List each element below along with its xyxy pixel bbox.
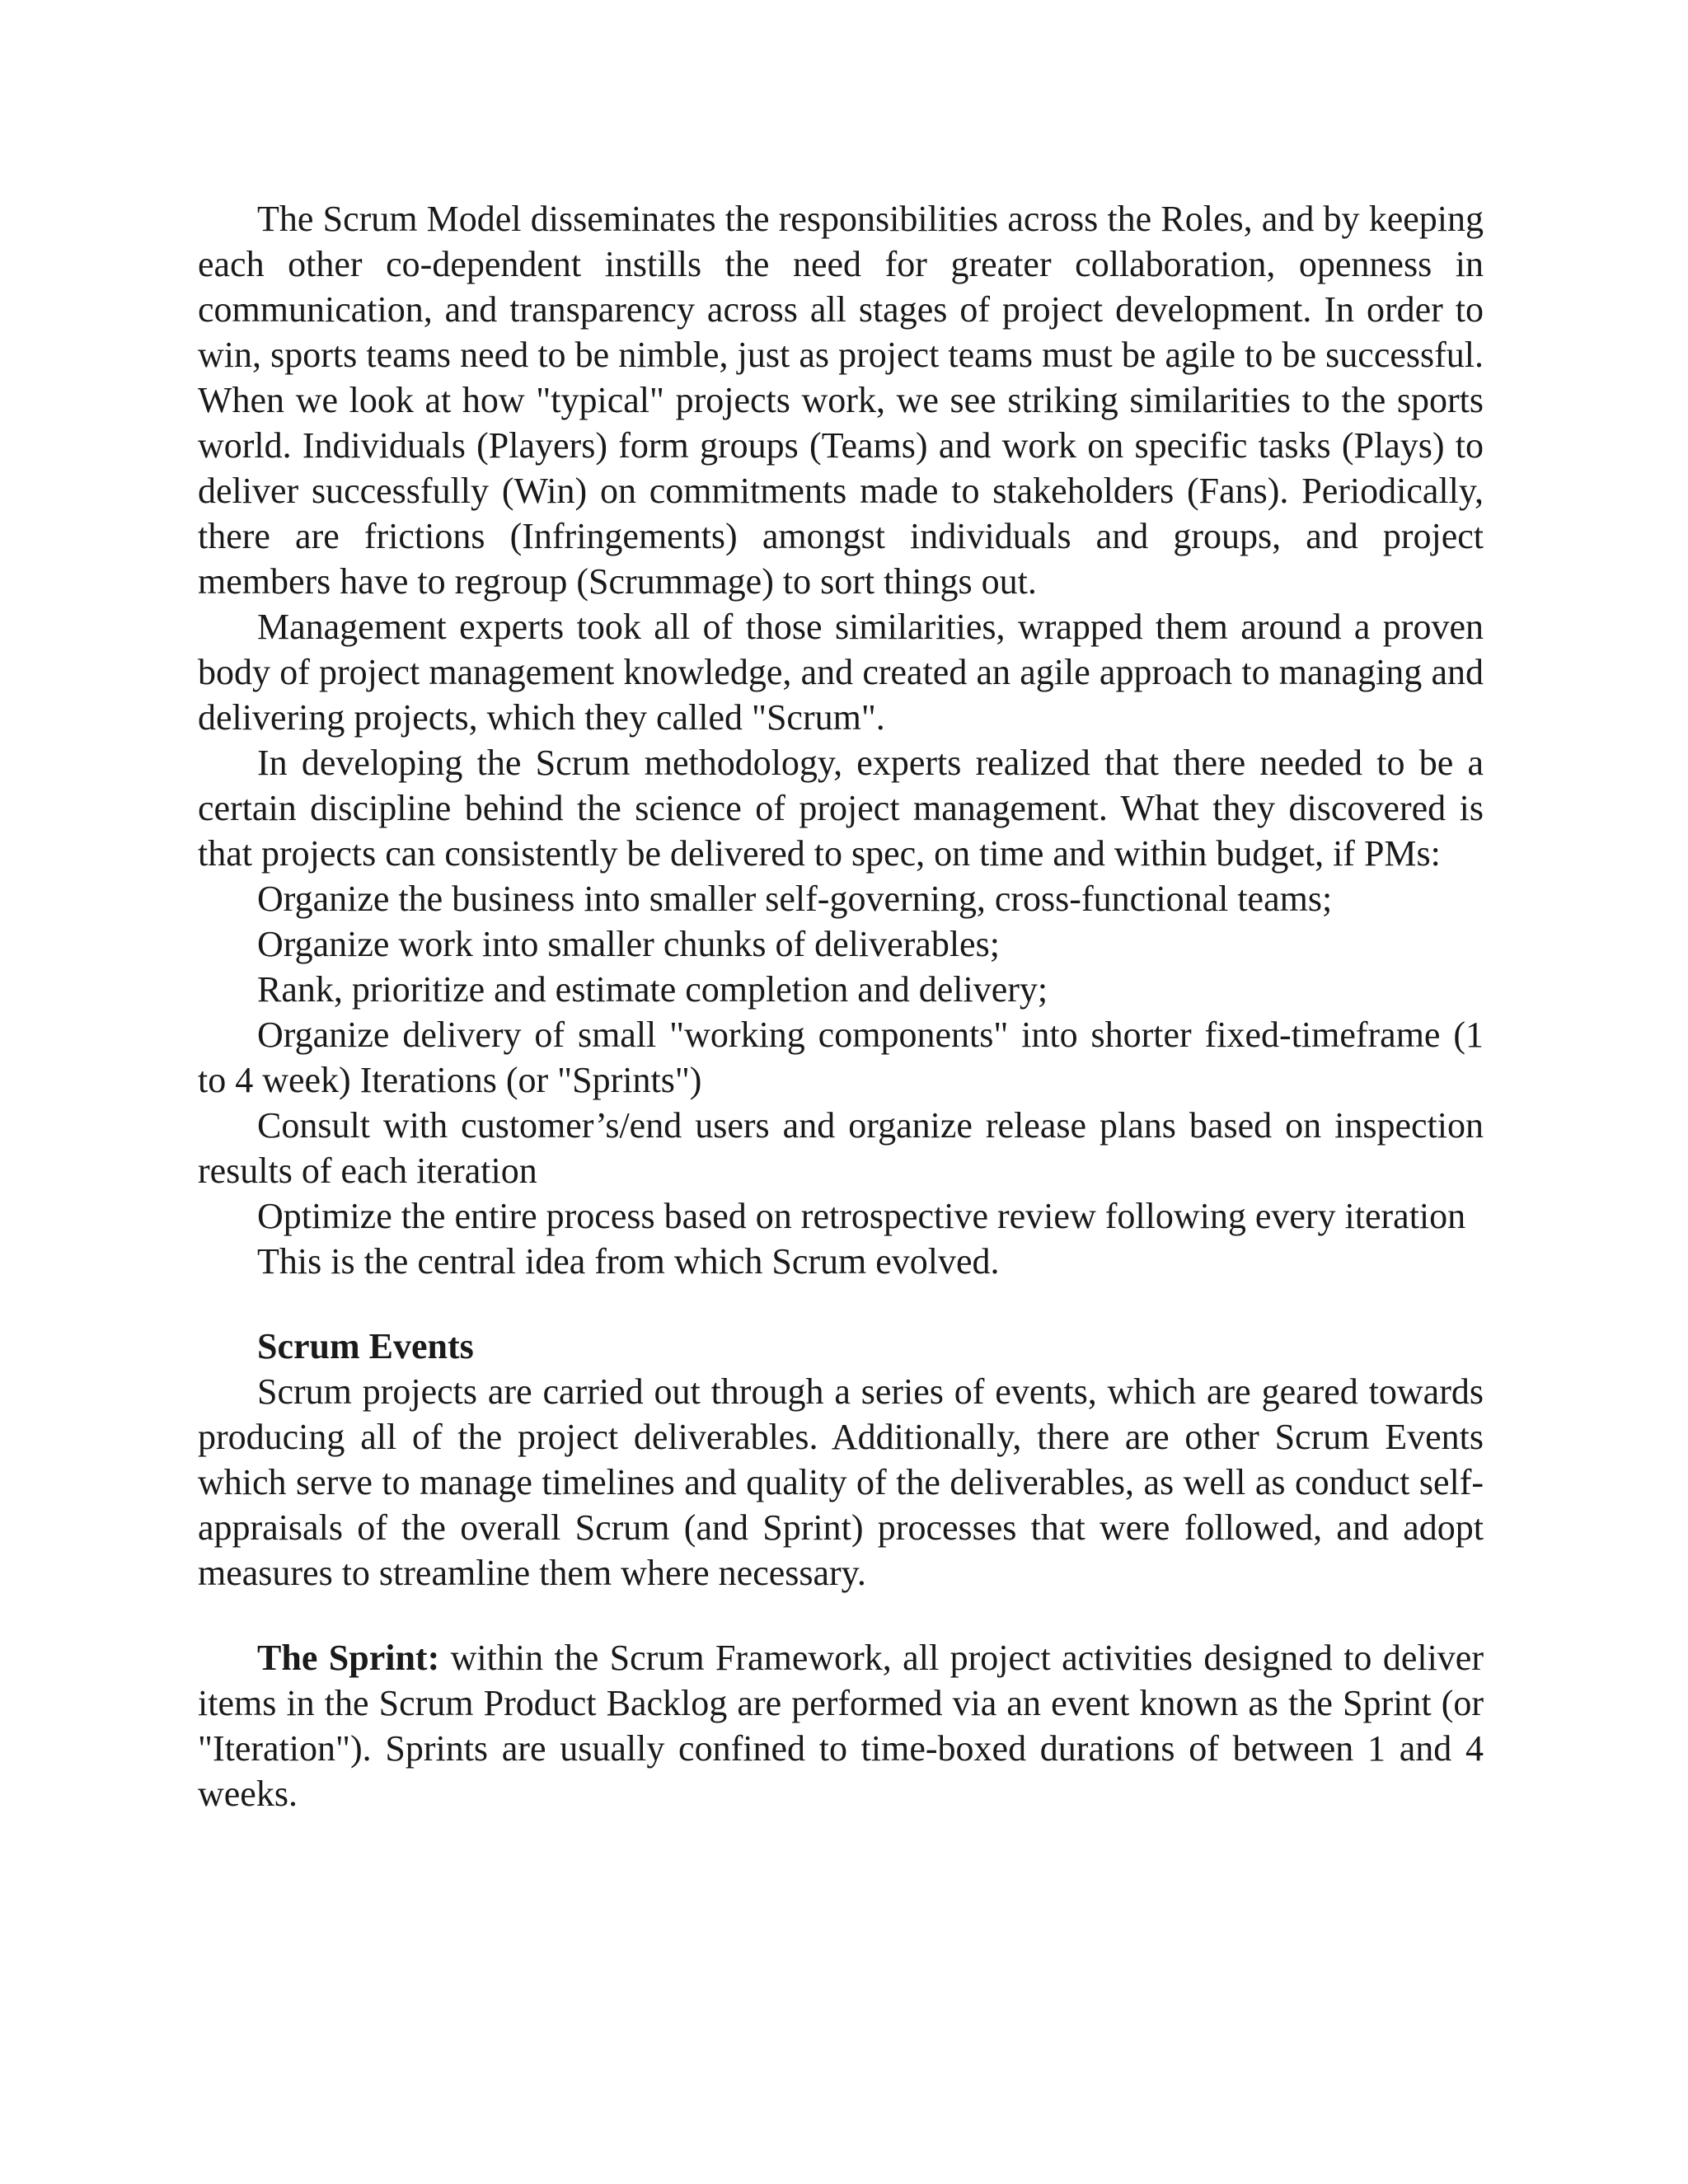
spacer [198, 1596, 1484, 1635]
sprint-description: within the Scrum Framework, all project activities designed to deliver items in the Scrum Product Backlog are performed via an event known as the Sprint (or "Iteration"). Sprints are usually confined to time-boxed durations of between 1 and 4 weeks. [198, 1638, 1484, 1814]
list-item: Organize delivery of small "working components" into shorter fixed-timeframe (1 to 4 week) Iterations (or "Sprints") [198, 1015, 1484, 1100]
paragraph-central-idea: This is the central idea from which Scrum evolved. [257, 1241, 1000, 1282]
sprint-lead-term: The Sprint: [257, 1638, 440, 1678]
paragraph-scrum-events: Scrum projects are carried out through a series of events, which are geared towards producing all of the project deliverables. Additionally, there are other Scrum Events which serve to manage timelines and quality of the deliverables, as well as conduct self-appraisals of the overall Scrum (and Sprint) processes that were followed, and adopt measures to streamline them where necessary. [198, 1371, 1484, 1593]
section-heading-scrum-events: Scrum Events [257, 1326, 474, 1366]
list-item: Rank, prioritize and estimate completion and delivery; [257, 969, 1048, 1010]
pm-practices-list [198, 876, 1484, 1239]
spacer [198, 1284, 1484, 1324]
paragraph-developing-methodology: In developing the Scrum methodology, experts realized that there needed to be a certain discipline behind the science of project management. What they discovered is that projects can consistently be delivered to spec, on time and within budget, if PMs: [198, 743, 1484, 874]
list-item: Optimize the entire process based on retrospective review following every iteration [257, 1196, 1466, 1236]
list-item: Consult with customer’s/end users and organize release plans based on inspection results of each iteration [198, 1105, 1484, 1191]
paragraph-the-sprint [198, 1635, 1484, 1816]
paragraph-scrum-model: The Scrum Model disseminates the responsibilities across the Roles, and by keeping each other co-dependent instills the need for greater collaboration, openness in communication, and transparency across all stages of project development. In order to win, sports teams need to be nimble, just as project teams must be agile to be successful. When we look at how "typical" projects work, we see striking similarities to the sports world. Individuals (Players) form groups (Teams) and work on specific tasks (Plays) to deliver successfully (Win) on commitments made to stakeholders (Fans). Periodically, there are frictions (Infringements) amongst individuals and groups, and project members have to regroup (Scrummage) to sort things out. [198, 199, 1484, 602]
paragraph-management-experts: Management experts took all of those similarities, wrapped them around a proven body of project management knowledge, and created an agile approach to managing and delivering projects, which they called "Scrum". [198, 607, 1484, 738]
list-item: Organize the business into smaller self-governing, cross-functional teams; [257, 879, 1333, 919]
list-item: Organize work into smaller chunks of deliverables; [257, 924, 1000, 964]
document-page [198, 196, 1484, 1816]
